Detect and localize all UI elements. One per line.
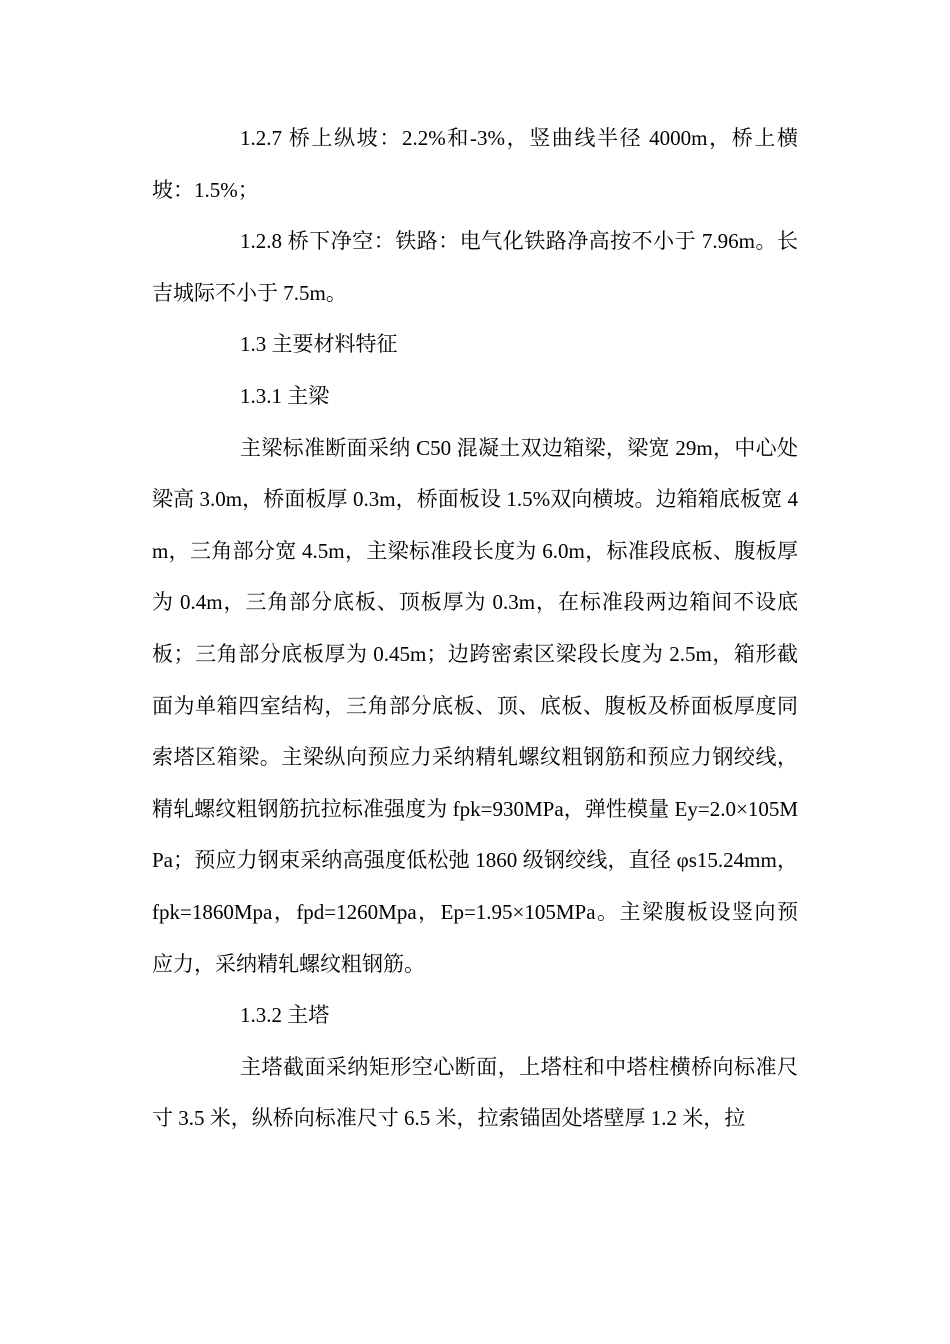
paragraph-main-girder: 主梁标准断面采纳 C50 混凝土双边箱梁，梁宽 29m，中心处梁高 3.0m，桥面板厚 0.3m，桥面板设 1.5%双向横坡。边箱箱底板宽 4m，三角部分宽 4.5m，主梁标准段长度为 6.0m，标准段底板、腹板厚为 0.4m，三角部分底板、顶板厚为 0.3m，在标准段两边箱间不设底板；三角部分底板厚为 0.45m；边跨密索区梁段长度为 2.5m，箱形截面为单箱四室结构，三角部分底板、顶、底板、腹板及桥面板厚度同索塔区箱梁。主梁纵向预应力采纳精轧螺纹粗钢筋和预应力钢绞线，精轧螺纹粗钢筋抗拉标准强度为 fpk=930MPa，弹性模量 Ey=2.0×105MPa；预应力钢束采纳高强度低松弛 1860 级钢绞线，直径 φs15.24mm，fpk=1860Mpa，fpd=1260Mpa，Ep=1.95×105MPa。主梁腹板设竖向预应力，采纳精轧螺纹粗钢筋。 xyxy=(152,435,798,976)
section-heading-1-3-2: 1.3.2 主塔 xyxy=(240,1003,330,1028)
paragraph-main-tower: 主塔截面采纳矩形空心断面，上塔柱和中塔柱横桥向标准尺寸 3.5 米，纵桥向标准尺寸 6.5 米，拉索锚固处塔壁厚 1.2 米，拉 xyxy=(152,1054,798,1131)
section-heading-1-3: 1.3 主要材料特征 xyxy=(240,332,398,357)
section-heading-1-3-1: 1.3.1 主梁 xyxy=(240,383,330,408)
document-body xyxy=(152,113,798,1145)
paragraph-1-2-7: 1.2.7 桥上纵坡：2.2%和-3%，竖曲线半径 4000m，桥上横坡：1.5%； xyxy=(152,126,798,202)
paragraph-1-2-8: 1.2.8 桥下净空：铁路：电气化铁路净高按不小于 7.96m。长吉城际不小于 7.5m。 xyxy=(152,229,798,305)
